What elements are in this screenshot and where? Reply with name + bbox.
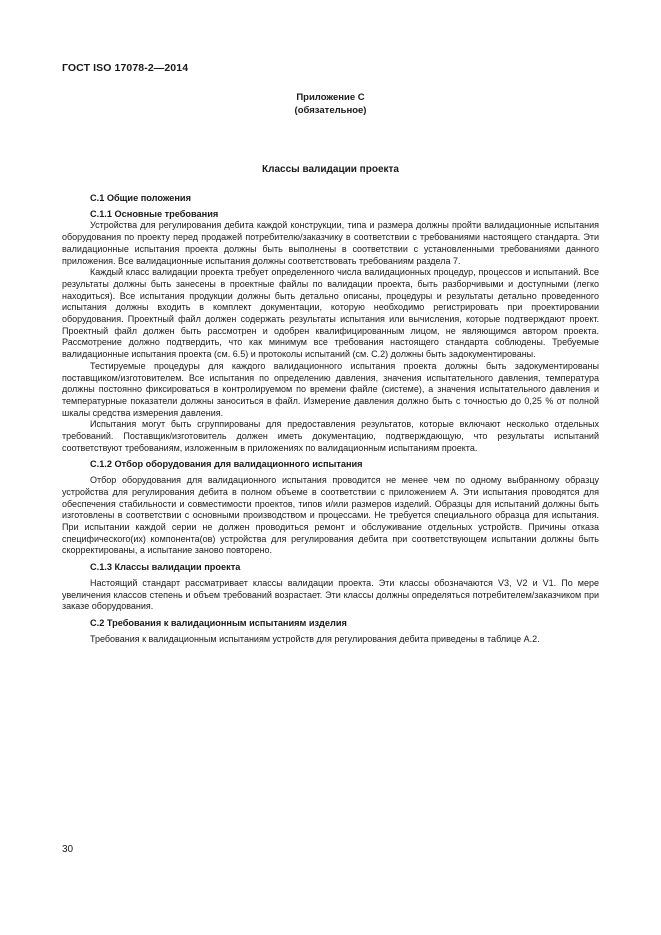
paragraph: Требования к валидационным испытаниям устройств для регулирования дебита приведены в таблице А.2. <box>90 633 540 644</box>
paragraph: Тестируемые процедуры для каждого валидационного испытания проекта должны быть задокументированы поставщиком/изготовителем. Все испытания по определению давления, значения испытательного давления, температура должны постоянно фиксироваться в контролируемом по времени файле (системе), а значения испытательного давления и температурные показатели должны заноситься в файл. Измерение давления должно быть с точностью до 0,25 % от полной шкалы средства измерения давления. <box>62 360 599 418</box>
paragraph: Испытания могут быть сгруппированы для предоставления результатов, которые включают несколько отдельных требований. Поставщик/изготовитель должен иметь документацию, подтверждающую, что результаты испытаний соответствуют требованиям, изложенным в приложениях по валидационным испытаниям проекта. <box>62 419 599 453</box>
paragraph: Отбор оборудования для валидационного испытания проводится не менее чем по одному выбранному образцу устройства для регулирования дебита в полном объеме в соответствии с приложением А. Эти испытания проводятся для обеспечения стабильности и совместимости проектов, типов и/или размеров изделий. Образцы для испытаний должны быть изготовлены в соответствии с основными производством и процессами. Не требуется специального образца для испытания. При испытании каждой серии не должен проводиться ремонт и обслуживание отдельных устройств. Причины отказа специфического(их) компонента(ов) устройства для регулирования дебита при соответствующем испытании должны быть скорректированы, а испытание заново повторено. <box>62 475 599 556</box>
appendix-label: Приложение С <box>296 92 365 103</box>
document-body <box>62 193 599 645</box>
section-heading: С.2 Требования к валидационным испытаниям изделия <box>90 617 347 628</box>
appendix-status: (обязательное) <box>294 105 367 116</box>
section-heading: С.1 Общие положения <box>90 193 191 203</box>
section-heading: С.1.1 Основные требования <box>90 208 219 219</box>
section-heading: С.1.2 Отбор оборудования для валидационного испытания <box>90 459 363 470</box>
appendix-heading <box>0 91 661 117</box>
paragraph: Устройства для регулирования дебита каждой конструкции, типа и размера должны пройти валидационные испытания оборудования по проекту перед продажей потребителю/заказчику в соответствии с требованиями настоящего стандарта. Эти валидационные испытания проекта должны быть выполнены в соответствии с установленными требованиями данного приложения. Все валидационные испытания должны соответствовать требованиям раздела 7. <box>62 220 599 266</box>
paragraph: Каждый класс валидации проекта требует определенного числа валидационных процедур, процессов и испытаний. Все результаты должны быть занесены в проектные файлы по валидации проекта, быть разборчивыми и доступными (легко находиться). Все испытания продукции должны быть детально описаны, процедуры и результаты детально проведенного испытания должны входить в комплект документации, которую необходимо регистрировать при проектировании оборудования. Проектный файл должен содержать результаты испытания или вычисления, которые подтверждают проект. Проектный файл должен быть рассмотрен и одобрен квалифицированным лицом, не являющимся автором проекта. Рассмотрение должно подтвердить, что как минимум все требования настоящего стандарта соблюдены. Требуемые валидационные испытания проекта (см. 6.5) и протоколы испытаний (см. С.2) должны быть задокументированы. <box>62 267 599 360</box>
document-header: ГОСТ ISO 17078-2—2014 <box>62 62 189 74</box>
page-number: 30 <box>62 844 74 855</box>
paragraph: Настоящий стандарт рассматривает классы валидации проекта. Эти классы обозначаются V3, V2 и V1. По мере увеличения классов степень и объем требований возрастает. Эти классы должны определяться потребителем/заказчиком при заказе оборудования. <box>62 577 599 612</box>
section-heading: С.1.3 Классы валидации проекта <box>90 562 241 573</box>
appendix-title: Классы валидации проекта <box>262 164 399 175</box>
